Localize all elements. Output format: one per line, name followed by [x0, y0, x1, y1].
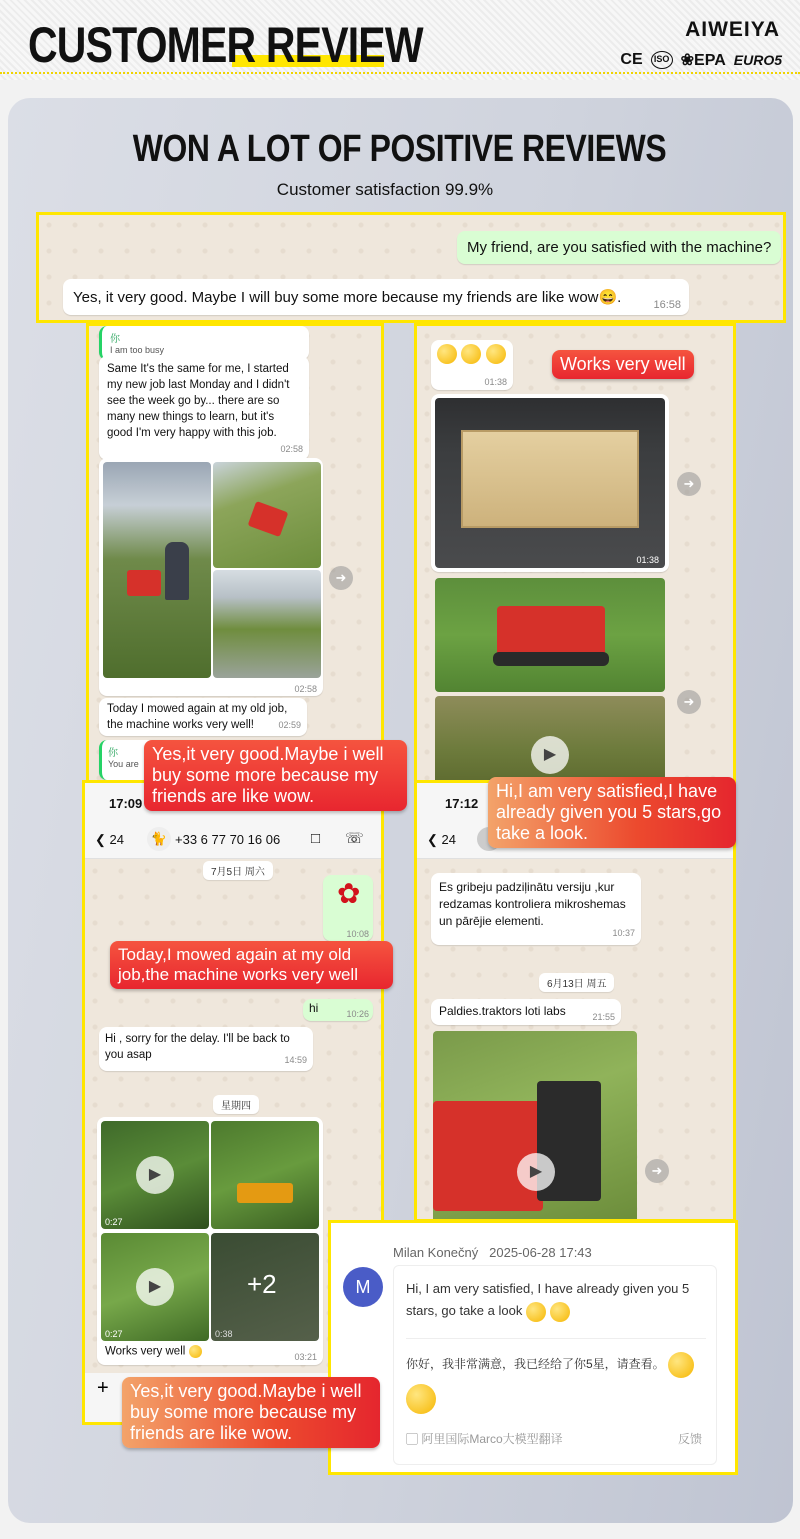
mower-photo[interactable]: [213, 570, 321, 678]
forward-icon[interactable]: ➜: [677, 472, 701, 496]
crate-photo[interactable]: 01:38: [435, 398, 665, 568]
outgoing-message: My friend, are you satisfied with the machine?: [457, 231, 781, 264]
date-chip: 6月13日 周五: [539, 973, 614, 992]
review-text-zh: 你好，我非常满意，我已经给了你5星，请查看。: [406, 1352, 706, 1414]
incoming-message: Same It's the same for me, I started my new job last Monday and I didn't see the week go by... there are so many new things to learn, but it's good I'm very happy with this job. 02:58: [99, 356, 309, 460]
more-media[interactable]: +2 0:38: [211, 1233, 319, 1341]
rose-icon: ✿: [337, 878, 361, 909]
incoming-message: Paldies.traktors loti labs 21:55: [431, 999, 621, 1025]
forward-icon[interactable]: ➜: [329, 566, 353, 590]
chat-screenshot-a: [86, 323, 384, 783]
review-card: [328, 1220, 738, 1475]
reviewer-line: [393, 1245, 592, 1260]
epa-mark-icon: ❀EPA: [680, 52, 726, 69]
brand-name: AIWEIYA: [685, 18, 780, 41]
incoming-message: Hi , sorry for the delay. I'll be back to you asap 14:59: [99, 1027, 313, 1071]
play-icon[interactable]: ▶: [136, 1156, 174, 1194]
phone-call-icon[interactable]: ☏: [345, 830, 364, 847]
play-icon[interactable]: ▶: [136, 1268, 174, 1306]
top-chat-strip: [36, 212, 786, 323]
status-bar: 17:09: [85, 783, 381, 821]
back-button[interactable]: ❮ 24: [95, 832, 124, 847]
video-thumbnail[interactable]: [211, 1121, 319, 1229]
play-icon[interactable]: ▶: [531, 736, 569, 774]
add-attachment-icon[interactable]: +: [97, 1377, 109, 1399]
status-bar: 17:12: [417, 783, 733, 821]
video-call-icon[interactable]: □: [311, 830, 321, 847]
video-thumbnail[interactable]: ▶ 0:27: [101, 1233, 209, 1341]
media-caption: Works very well: [105, 1345, 202, 1358]
mower-photo[interactable]: [213, 462, 321, 568]
section-subtitle: Customer satisfaction 99.9%: [276, 180, 494, 199]
photo-message[interactable]: [431, 394, 669, 572]
iso-mark-icon: ISO: [651, 51, 673, 69]
page-title: CUSTOMER REVIEW: [28, 17, 423, 73]
mower-photo[interactable]: [435, 578, 665, 692]
chat-header: [85, 821, 381, 859]
review-date: 2025-06-28 17:43: [489, 1245, 592, 1260]
emoji-icon: [486, 344, 506, 364]
callout-mowed-again: Today,I mowed again at my old job,the machine works very well: [110, 941, 393, 989]
date-chip: 星期四: [213, 1095, 259, 1114]
callout-works-well: Works very well: [552, 350, 694, 379]
euro5-mark-icon: EURO5: [733, 52, 782, 68]
video-group[interactable]: ▶ 0:27 ▶ 0:27 +2 0:38 Works very well 03:21: [97, 1117, 323, 1365]
outgoing-message: hi 10:26: [303, 999, 373, 1021]
review-text-en: Hi, I am very satisfied, I have already given you 5 stars, go take a look: [406, 1278, 706, 1322]
translator-note[interactable]: ▢ 阿里国际Marco大模型翻译: [406, 1432, 563, 1446]
divider: [406, 1338, 706, 1339]
forward-icon[interactable]: ➜: [645, 1159, 669, 1183]
emoji-message: 01:38: [431, 340, 513, 390]
emoji-icon: [437, 344, 457, 364]
forward-icon[interactable]: ➜: [677, 690, 701, 714]
back-button[interactable]: ❮ 24: [427, 832, 456, 847]
feedback-link[interactable]: 反馈: [677, 1432, 702, 1446]
play-icon[interactable]: ▶: [517, 1153, 555, 1191]
section-title: WON A LOT OF POSITIVE REVIEWS: [133, 128, 667, 170]
certification-logos: [620, 50, 782, 70]
ce-mark-icon: CE: [620, 51, 643, 68]
review-body: [393, 1265, 717, 1465]
avatar: M: [343, 1267, 383, 1307]
header-divider: [0, 72, 800, 74]
callout-buy-more-2: Yes,it very good.Maybe i well buy some more because my friends are like wow.: [122, 1377, 380, 1448]
avatar[interactable]: 🐈: [147, 827, 171, 851]
video-thumbnail[interactable]: ▶ 0:27: [101, 1121, 209, 1229]
reply-quote: 你 I am too busy: [99, 326, 309, 360]
video-thumbnail[interactable]: [433, 1031, 637, 1222]
contact-number[interactable]: +33 6 77 70 16 06: [175, 832, 281, 847]
photo-group[interactable]: 02:58: [99, 458, 323, 696]
chat-screenshot-b: [414, 323, 736, 783]
reply-quote: 你 You are: [99, 740, 159, 780]
reviewer-name: Milan Konečný: [393, 1245, 479, 1260]
mower-photo[interactable]: [103, 462, 211, 678]
incoming-message: Today I mowed again at my old job, the machine works very well! 02:59: [99, 698, 307, 736]
emoji-icon: [461, 344, 481, 364]
incoming-message: Yes, it very good. Maybe I will buy some more because my friends are like wow😄. 16:58: [63, 279, 689, 315]
date-chip: 7月5日 周六: [203, 861, 273, 880]
video-thumbnail[interactable]: [435, 696, 665, 783]
rose-message: ✿ 10:08: [323, 875, 373, 941]
message-time: 16:58: [653, 299, 681, 311]
callout-very-satisfied: Hi,I am very satisfied,I have already given you 5 stars,go take a look.: [488, 777, 736, 848]
incoming-message: Es gribeju padziļinātu versiju ,kur redzamas kontroliera mikroshemas un pārējie elementi. 10:37: [431, 873, 641, 945]
callout-buy-more: Yes,it very good.Maybe i well buy some more because my friends are like wow.: [144, 740, 407, 811]
